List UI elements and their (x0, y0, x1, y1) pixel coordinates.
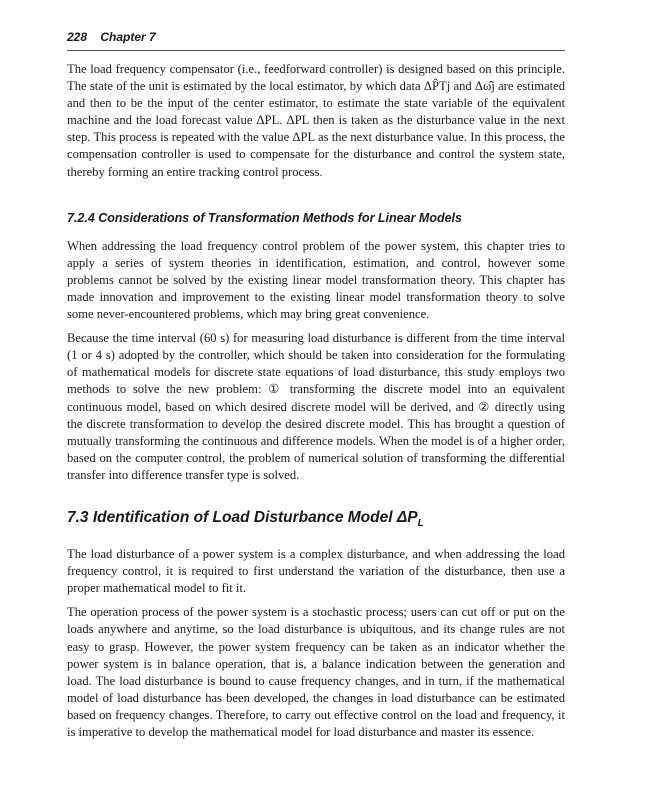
section-heading-7-3 (67, 508, 565, 534)
paragraph-load-frequency-compensator: The load frequency compensator (i.e., feedforward controller) is designed based on this principle. The state of the unit is estimated by the local estimator, by which data ΔP̂Tj and Δω̂j are estimated and then to be the input of the center estimator, to estimate the state variable of the equivalent machine and the load forecast value ΔPL. ΔPL then is taken as the disturbance value in the next step. This process is repeated with the value ΔPL as the next disturbance value. In this process, the compensation controller is used to compensate for the disturbance and control the system state, thereby forming an entire tracking control process. (67, 62, 565, 179)
section-heading-subscript: L (417, 518, 424, 530)
paragraph-stochastic-process: The operation process of the power system is a stochastic process; users can cut off or put on the loads anywhere and anytime, so the load disturbance is ubiquitous, and its change rules are not easy to grasp. However, the power system frequency can be taken as an indicator whether the power system is in balance operation, that is, a balance indication between the generation and load. The load disturbance is bound to cause frequency changes, and in turn, if the mathematical model of load disturbance has been developed, the changes in load disturbance can be estimated based on frequency changes. Therefore, to carry out effective control on the load and frequency, it is imperative to develop the mathematical model for load disturbance and master its essence. (67, 605, 565, 739)
page-body (67, 61, 565, 741)
paragraph-lfc-theories: When addressing the load frequency control problem of the power system, this chapter tries to apply a series of system theories in identification, estimation, and control, however some problems cannot be solved by the existing linear model transformation theory. This chapter has made innovation and improvement to the existing linear model transformation theory to solve some never-encountered problems, which may bring great convenience. (67, 238, 565, 322)
subsection-heading-7-2-4: 7.2.4 Considerations of Transformation Methods for Linear Models (67, 210, 462, 225)
paragraph-load-disturbance: The load disturbance of a power system is a complex disturbance, and when addressing the load frequency control, it is required to first understand the variation of the disturbance, then use a proper mathematical model to fit it. (67, 547, 565, 596)
page-number: 228 (67, 30, 88, 44)
paragraph-time-interval: Because the time interval (60 s) for measuring load disturbance is different from the time interval (1 or 4 s) adopted by the controller, which should be taken into consideration for the formulating of mathematical models for discrete state equations of load disturbance, this study employs two methods to solve the new problem: ① transforming the discrete model into an equivalent continuous model, based on which desired discrete model will be derived, and ② directly using the discrete transformation to develop the desired discrete model. This has brought a question of mutually transforming the continuous and difference models. When the model is of a higher order, based on the computer control, the problem of numerical solution of transforming the differential transfer into difference transfer type is solved. (67, 331, 565, 482)
section-heading-text: 7.3 Identification of Load Disturbance Model ΔP (67, 508, 418, 526)
header-rule (67, 50, 565, 51)
chapter-label: Chapter 7 (100, 30, 156, 44)
running-head (67, 30, 565, 44)
